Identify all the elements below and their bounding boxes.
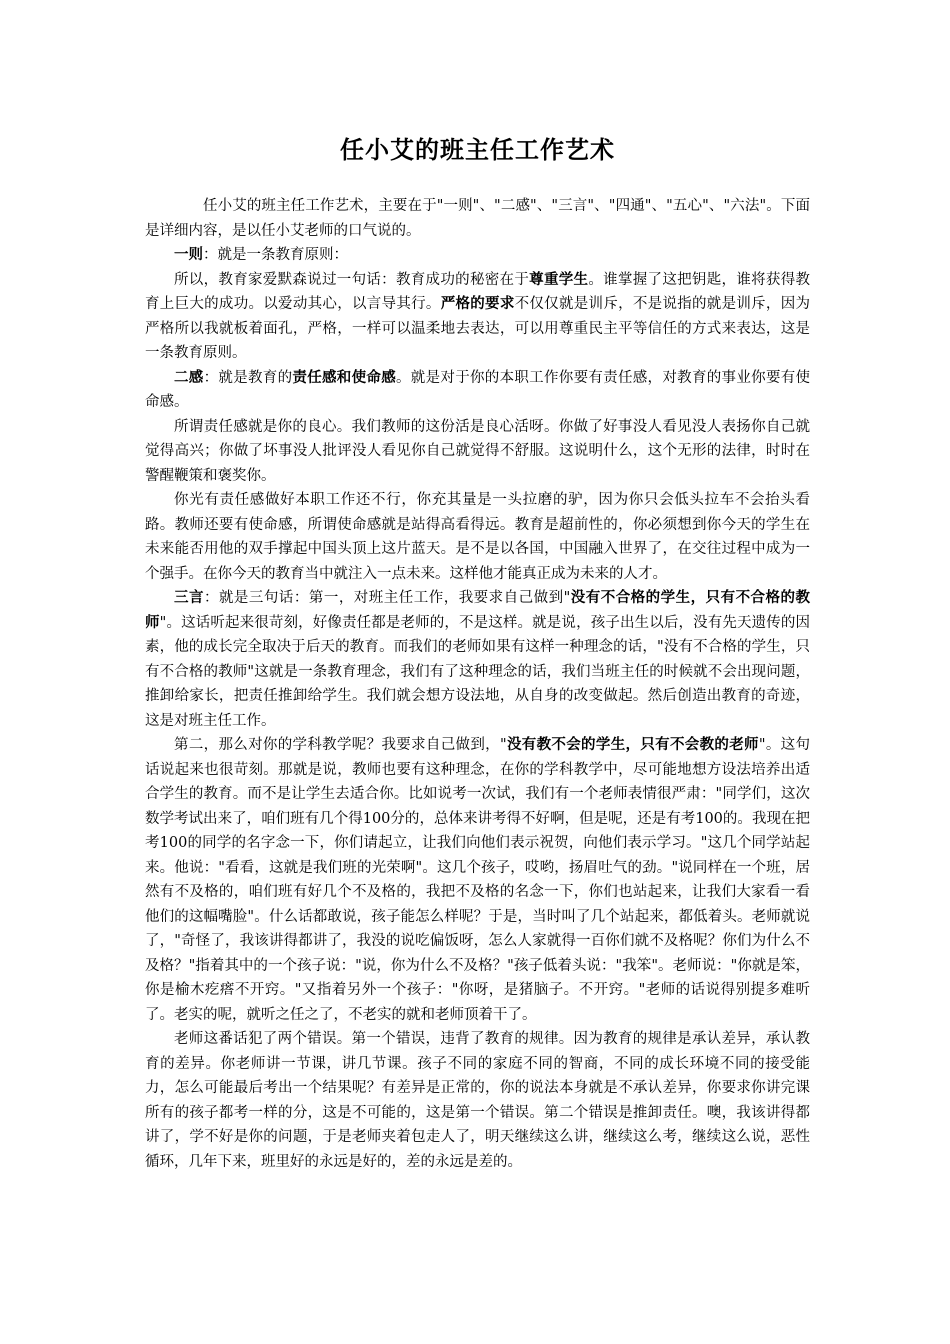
document-page [145, 130, 810, 1174]
text-run: 第二，那么对你的学科教学呢？我要求自己做到，" [174, 737, 507, 753]
paragraph-ergan-2 [145, 488, 810, 586]
paragraph-sanyan-3 [145, 1027, 810, 1174]
text-run: 。谁掌握了这把钥匙，谁将获得教育上巨大的成功。以爱动其心，以言导其行。 [145, 271, 811, 312]
document-body [145, 194, 810, 1174]
text-run: "。这句话说起来也很苛刻。那就是说，教师也要有这种理念，在你的学科教学中，尽可能地想方设法培养出适合学生的教育。而不是让学生去适合你。比如说考一次试，我们有一个老师表情很严肃："同学们，这次数学考试出来了，咱们班有几个得100分的，总体来讲考得不好啊，但是呢，还是有考100的。我现在把考100的同学的名字念一下，你们请起立，让我们向他们表示祝贺，向他们表示学习。"这几个同学站起来。他说："看看，这就是我们班的光荣啊"。这几个孩子，哎哟，扬眉吐气的劲。"说同样在一个班，居然有不及格的，咱们班有好几个不及格的，我把不及格的名念一下，你们也站起来，让我们大家看一看他们的这幅嘴脸"。什么话都敢说，孩子能怎么样呢？于是，当时叫了几个站起来，都低着头。老师就说了，"奇怪了，我该讲得都讲了，我没的说吃偏饭呀，怎么人家就得一百你们就不及格呢？你们为什么不及格？"指着其中的一个孩子说："说，你为什么不及格？"孩子低着头说："我笨"。老师说："你就是笨，你是榆木疙瘩不开窍。"又指着另外一个孩子："你呀，是猪脑子。不开窍。"老师的话说得别提多难听了。老实的呢，就听之任之了，不老实的就和老师顶着干了。 [145, 737, 810, 1023]
paragraph-intro [145, 194, 810, 243]
text-run: "。这话听起来很苛刻，好像责任都是老师的，不是这样。就是说，孩子出生以后，没有先天遗传的因素，他的成长完全取决于后天的教育。而我们的老师如果有这样一种理念的话，"没有不合格的学生，只有不合格的教师"这就是一条教育理念，我们有了这种理念的话，我们当班主任的时候就不会出现问题，推卸给家长，把责任推卸给学生。我们就会想方设法地，从自身的改变做起。然后创造出教育的奇迹，这是对班主任工作。 [145, 614, 811, 729]
bold-text: 二感 [174, 368, 204, 386]
text-run: 。就是对于你的本职工作你要有责任感，对教育的事业你要有使命感。 [145, 369, 811, 410]
bold-text: 三言 [174, 589, 204, 606]
bold-text: 没有教不会的学生，只有不会教的老师 [506, 736, 759, 753]
paragraph-sanyan-2 [145, 733, 810, 1027]
bold-text: 尊重学生 [529, 270, 589, 288]
text-run: ：就是三句话：第一，对班主任工作，我要求自己做到" [203, 590, 571, 606]
text-run: 不仅仅就是训斥，不是说指的就是训斥，因为严格所以我就板着面孔，严格，一样可以温柔地去表达，可以用尊重民主平等信任的方式来表达，这是一条教育原则。 [145, 296, 811, 361]
paragraph-yize-head [145, 243, 810, 268]
text-run: 任小艾的班主任工作艺术，主要在于"一则"、"二感"、"三言"、"四通"、"五心"、"六法"。下面是详细内容，是以任小艾老师的口气说的。 [145, 198, 810, 239]
bold-text: 一则 [174, 246, 203, 263]
paragraph-ergan-1 [145, 415, 810, 489]
text-run: 所谓责任感就是你的良心。我们教师的这份活是良心活呀。你做了好事没人看见没人表扬你自己就觉得高兴；你做了坏事没人批评没人看见你自己就觉得不舒服。这说明什么，这个无形的法律，时时在警醒鞭策和褒奖你。 [145, 418, 810, 484]
text-run: ：就是教育的 [203, 369, 293, 386]
paragraph-sanyan-head [145, 586, 810, 733]
paragraph-ergan-head [145, 366, 810, 415]
document-title: 任小艾的班主任工作艺术 [340, 135, 615, 164]
bold-text: 严格的要求 [440, 295, 515, 312]
text-run: 所以，教育家爱默森说过一句话：教育成功的秘密在于 [174, 271, 530, 288]
text-run: ：就是一条教育原则： [203, 247, 348, 263]
text-run: 你光有责任感做好本职工作还不行，你充其量是一头拉磨的驴，因为你只会低头拉车不会抬头看路。教师还要有使命感，所谓使命感就是站得高看得远。教育是超前性的，你必须想到你今天的学生在未来能否用他的双手撑起中国头顶上这片蓝天。是不是以各国，中国融入世界了，在交往过程中成为一个强手。在你今天的教育当中就注入一点未来。这样他才能真正成为未来的人才。 [145, 492, 810, 582]
bold-text: 责任感和使命感 [292, 368, 396, 386]
text-run: 老师这番话犯了两个错误。第一个错误，违背了教育的规律。因为教育的规律是承认差异，承认教育的差异。你老师讲一节课，讲几节课。孩子不同的家庭不同的智商，不同的成长环境不同的接受能力，怎么可能最后考出一个结果呢？有差异是正常的，你的说法本身就是不承认差异，你要求你讲完课所有的孩子都考一样的分，这是不可能的，这是第一个错误。第二个错误是推卸责任。噢，我该讲得都讲了，学不好是你的问题，于是老师夹着包走人了，明天继续这么讲，继续这么考，继续这么说，恶性循环，几年下来，班里好的永远是好的，差的永远是差的。 [145, 1031, 810, 1170]
paragraph-yize-body [145, 268, 810, 366]
bold-text: 没有不合格的学生，只有不合格的教师 [145, 589, 811, 631]
